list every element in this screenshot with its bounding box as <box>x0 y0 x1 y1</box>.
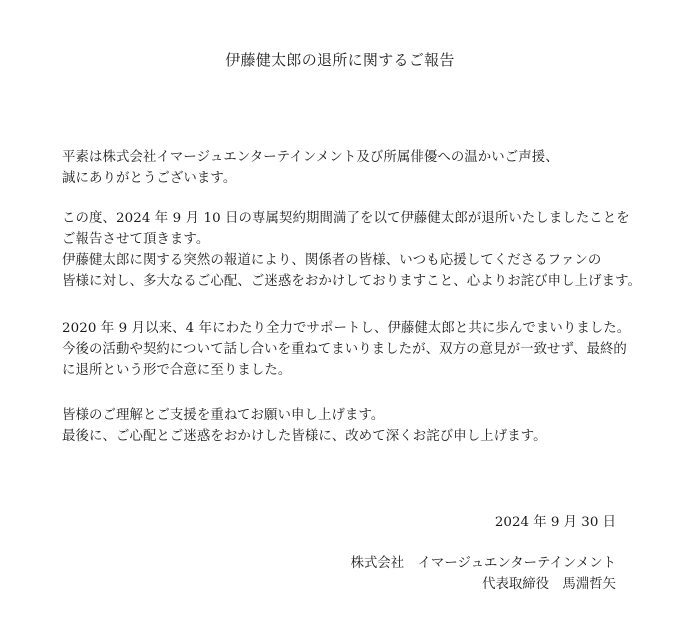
document-date: 2024 年 9 月 30 日 <box>494 515 616 530</box>
paragraph-line: この度、2024 年 9 月 10 日の専属契約期間満了を以て伊藤健太郎が退所いたしましたことを <box>62 211 630 226</box>
paragraph-greeting <box>62 147 662 189</box>
paragraph-closing <box>62 405 662 447</box>
paragraph-line: ご報告させて頂きます。 <box>62 232 210 247</box>
paragraph-line: 誠にありがとうございます。 <box>62 171 237 186</box>
paragraph-line: 今後の活動や契約について話し合いを重ねてまいりましたが、双方の意見が一致せず、最終的 <box>62 342 627 357</box>
paragraph-line: 皆様のご理解とご支援を重ねてお願い申し上げます。 <box>62 408 385 423</box>
paragraph-line: 平素は株式会社イマージュエンターテインメント及び所属俳優への温かいご声援、 <box>62 150 559 165</box>
document-title: 伊藤健太郎の退所に関するご報告 <box>225 51 455 69</box>
paragraph-background <box>62 318 662 381</box>
paragraph-announcement <box>62 208 662 292</box>
paragraph-line: に退所という形で合意に至りました。 <box>62 363 292 378</box>
company-name: 株式会社 イマージュエンターテインメント <box>350 556 616 571</box>
paragraph-line: 最後に、ご心配とご迷惑をおかけした皆様に、改めて深くお詫び申し上げます。 <box>62 429 547 444</box>
paragraph-line: 2020 年 9 月以来、4 年にわたり全力でサポートし、伊藤健太郎と共に歩んでまいりました。 <box>62 321 631 336</box>
paragraph-line: 皆様に対し、多大なるご心配、ご迷惑をおかけしておりますこと、心よりお詫び申し上げます。 <box>62 274 642 289</box>
paragraph-line: 伊藤健太郎に関する突然の報道により、関係者の皆様、いつも応援してくださるファンの <box>62 253 602 268</box>
signer-name: 代表取締役 馬淵哲矢 <box>482 577 616 592</box>
